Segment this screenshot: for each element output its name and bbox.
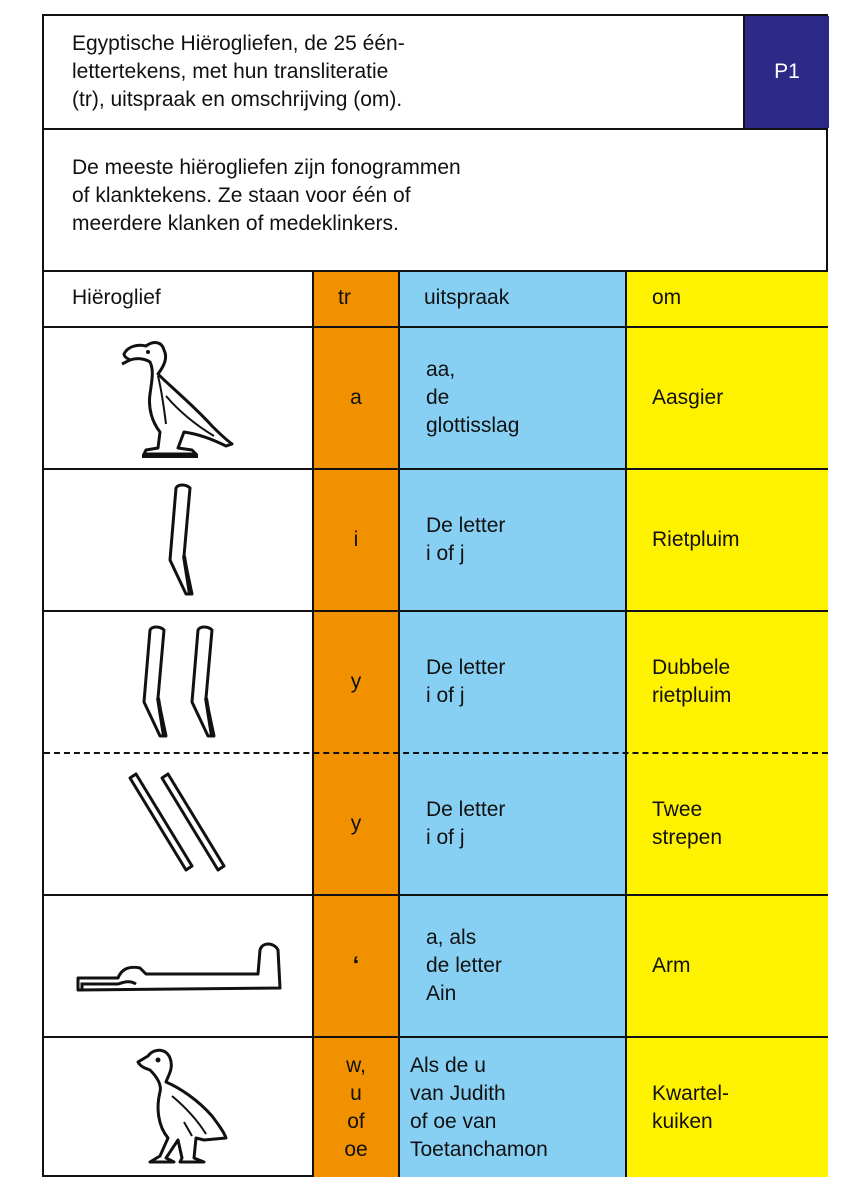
intro-divider bbox=[44, 270, 828, 272]
row-tr: a bbox=[350, 386, 362, 409]
column-header-tr: tr bbox=[338, 286, 351, 309]
row-uitspraak: a, als de letter Ain bbox=[426, 926, 502, 1005]
row-uitspraak: De letter i of j bbox=[426, 656, 506, 707]
row-om: Rietpluim bbox=[652, 528, 740, 551]
reed-leaf-icon bbox=[164, 482, 204, 603]
vulture-icon bbox=[114, 336, 254, 465]
row-tr: y bbox=[350, 812, 362, 835]
column-header-om: om bbox=[652, 286, 682, 309]
row-uitspraak: aa, de glottisslag bbox=[426, 358, 520, 437]
row-om: Aasgier bbox=[652, 386, 724, 409]
row-tr: y bbox=[350, 670, 362, 693]
row-tr: w, u of oe bbox=[344, 1053, 368, 1161]
column-header-uitspraak: uitspraak bbox=[424, 286, 510, 309]
arm-icon bbox=[74, 934, 284, 1003]
row-tr: i bbox=[353, 528, 359, 551]
row-om: Arm bbox=[652, 954, 691, 977]
row-uitspraak: De letter i of j bbox=[426, 798, 506, 849]
sheet-frame bbox=[42, 14, 828, 1177]
row-om: Twee strepen bbox=[652, 798, 723, 849]
row-tr: ‘ bbox=[352, 952, 360, 979]
title-divider bbox=[44, 128, 828, 130]
row-om: Dubbele rietpluim bbox=[652, 656, 732, 707]
page-title: Egyptische Hiërogliefen, de 25 één- lettertekens, met hun transliteratie (tr), uitspraak en omschrijving (om). bbox=[72, 32, 405, 111]
column-divider-3 bbox=[625, 270, 627, 1177]
intro-text: De meeste hiërogliefen zijn fonogrammen of klanktekens. Ze staan voor één of meerdere klanken of medeklinkers. bbox=[72, 156, 461, 235]
row-om: Kwartel- kuiken bbox=[652, 1081, 730, 1133]
page-badge: P1 bbox=[745, 16, 829, 128]
row-uitspraak: Als de u van Judith of oe van Toetanchamon bbox=[410, 1053, 548, 1161]
badge-divider bbox=[743, 16, 745, 128]
row-uitspraak: De letter i of j bbox=[426, 514, 506, 565]
two-strokes-icon bbox=[126, 772, 236, 877]
quail-chick-icon bbox=[132, 1046, 232, 1173]
double-reed-icon bbox=[138, 624, 228, 745]
column-header-glyph: Hiëroglief bbox=[72, 286, 161, 309]
